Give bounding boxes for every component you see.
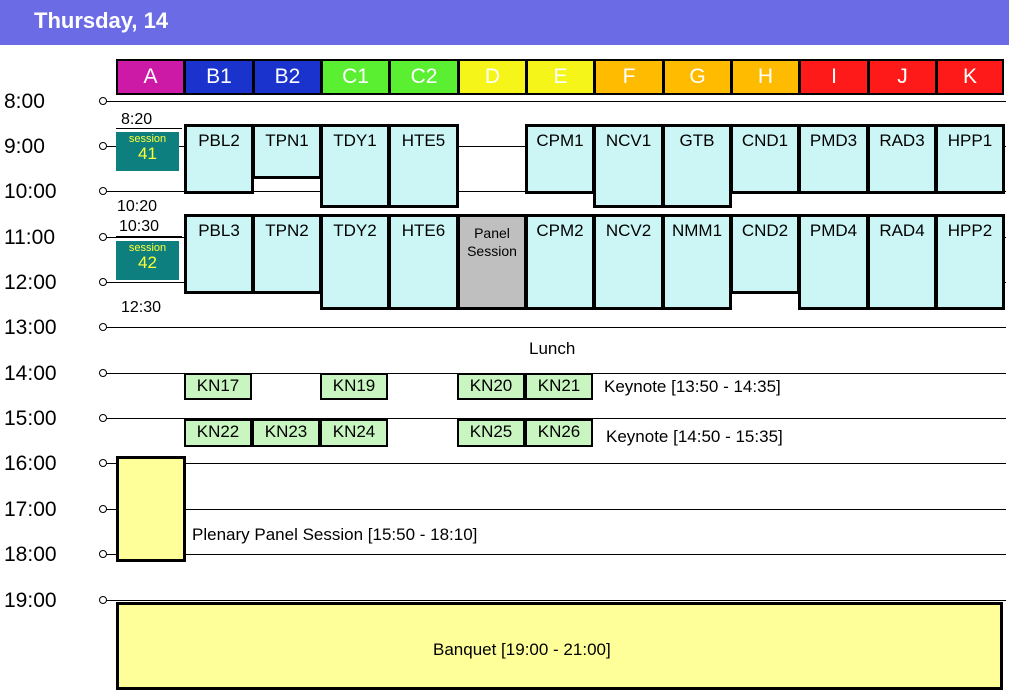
room-header-h: [731, 59, 800, 95]
panel-session-line2: Session: [467, 243, 517, 260]
session-box[interactable]: CND1: [730, 124, 800, 194]
session-box[interactable]: PBL2: [184, 124, 254, 194]
room-label: A: [143, 65, 158, 88]
keynote-box[interactable]: KN19: [320, 373, 388, 400]
hour-dot: [99, 187, 107, 195]
room-header-c1: [321, 59, 390, 95]
room-label: E: [553, 65, 568, 88]
room-label: J: [897, 65, 908, 88]
room-header-i: [799, 59, 869, 95]
hour-dot: [99, 278, 107, 286]
time-label: 10:00: [4, 180, 57, 203]
session-time-line: [116, 236, 182, 237]
session-42-label: [116, 241, 179, 280]
hour-dot: [99, 505, 107, 513]
session-number: 41: [138, 144, 157, 163]
keynote-box[interactable]: KN22: [184, 419, 252, 447]
page-title: Thursday, 14: [34, 8, 169, 33]
hour-line: [106, 600, 1006, 601]
room-label: B2: [274, 65, 301, 88]
time-label: 18:00: [4, 543, 57, 566]
room-label: B1: [206, 65, 232, 88]
session-box[interactable]: NMM1: [662, 214, 732, 310]
hour-dot: [99, 550, 107, 558]
session-box[interactable]: PMD3: [798, 124, 869, 194]
session-box[interactable]: CPM2: [525, 214, 595, 310]
room-label: C2: [410, 65, 438, 88]
room-header-d: [458, 59, 527, 95]
room-label: D: [484, 65, 501, 88]
keynote-box[interactable]: KN21: [525, 373, 593, 400]
hour-dot: [99, 596, 107, 604]
session-box[interactable]: TPN2: [252, 214, 322, 294]
panel-session-box[interactable]: [457, 214, 527, 310]
session-box[interactable]: HTE5: [388, 124, 459, 208]
room-label: F: [622, 65, 636, 88]
room-header-f: [594, 59, 664, 95]
session-41-label: [116, 132, 179, 171]
hour-dot: [99, 414, 107, 422]
session-end-time: 10:20: [117, 198, 158, 215]
session-word: session: [128, 133, 167, 145]
time-label: 17:00: [4, 498, 57, 521]
session-start-time: 8:20: [121, 111, 153, 128]
session-end-time: 12:30: [121, 299, 162, 316]
keynote-box[interactable]: KN26: [525, 419, 593, 447]
hour-dot: [99, 97, 107, 105]
time-label: 12:00: [4, 271, 57, 294]
plenary-panel-label: Plenary Panel Session [15:50 - 18:10]: [192, 525, 478, 544]
room-label: K: [962, 65, 977, 88]
hour-line: [106, 101, 1006, 102]
room-header-k: [936, 59, 1004, 95]
hour-dot: [99, 142, 107, 150]
keynote-box[interactable]: KN17: [184, 373, 252, 400]
time-label: 13:00: [4, 316, 57, 339]
keynote-box[interactable]: KN20: [457, 373, 525, 400]
room-header-g: [663, 59, 732, 95]
time-label: 16:00: [4, 452, 57, 475]
hour-dot: [99, 233, 107, 241]
room-header-b2: [253, 59, 322, 95]
time-label: 15:00: [4, 407, 57, 430]
session-box[interactable]: GTB: [662, 124, 732, 208]
hour-line: [106, 554, 1006, 555]
session-box[interactable]: NCV2: [593, 214, 664, 310]
panel-session-line1: Panel: [474, 225, 510, 241]
room-header-j: [868, 59, 937, 95]
keynote-time-label: Keynote [14:50 - 15:35]: [606, 427, 783, 446]
session-box[interactable]: PMD4: [798, 214, 869, 310]
room-header-e: [526, 59, 595, 95]
session-start-time: 10:30: [119, 218, 160, 235]
session-time-line: [116, 128, 182, 129]
session-box[interactable]: CND2: [730, 214, 800, 294]
session-box[interactable]: PBL3: [184, 214, 254, 294]
keynote-box[interactable]: KN25: [457, 419, 525, 447]
room-header-a: [116, 59, 185, 95]
session-box[interactable]: HPP2: [935, 214, 1005, 310]
session-box[interactable]: TPN1: [252, 124, 322, 179]
session-box[interactable]: TDY2: [320, 214, 390, 310]
room-label: G: [689, 65, 706, 88]
session-number: 42: [138, 253, 157, 272]
time-label: 8:00: [4, 90, 45, 113]
time-label: 9:00: [4, 135, 45, 158]
banquet-label: Banquet [19:00 - 21:00]: [433, 640, 611, 659]
session-word: session: [128, 242, 167, 254]
session-box[interactable]: RAD4: [867, 214, 937, 310]
session-box[interactable]: TDY1: [320, 124, 390, 208]
hour-line: [106, 327, 1006, 328]
session-box[interactable]: RAD3: [867, 124, 937, 194]
hour-line: [106, 463, 1006, 464]
time-label: 11:00: [4, 226, 55, 249]
time-label: 14:00: [4, 362, 57, 385]
room-label: I: [831, 65, 837, 88]
keynote-box[interactable]: KN24: [320, 419, 388, 447]
hour-dot: [99, 459, 107, 467]
room-header-c2: [389, 59, 459, 95]
session-box[interactable]: NCV1: [593, 124, 664, 208]
lunch-label: Lunch: [529, 339, 576, 358]
room-label: H: [757, 65, 774, 88]
time-label: 19:00: [4, 589, 57, 612]
hour-line: [106, 509, 1006, 510]
session-box[interactable]: CPM1: [525, 124, 595, 194]
hour-dot: [99, 369, 107, 377]
session-box[interactable]: HPP1: [935, 124, 1005, 194]
keynote-time-label: Keynote [13:50 - 14:35]: [604, 377, 781, 396]
keynote-box[interactable]: KN23: [252, 419, 320, 447]
session-box[interactable]: HTE6: [388, 214, 459, 310]
plenary-panel-box[interactable]: [116, 456, 186, 562]
room-label: C1: [342, 65, 369, 88]
room-header-b1: [184, 59, 254, 95]
hour-dot: [99, 323, 107, 331]
